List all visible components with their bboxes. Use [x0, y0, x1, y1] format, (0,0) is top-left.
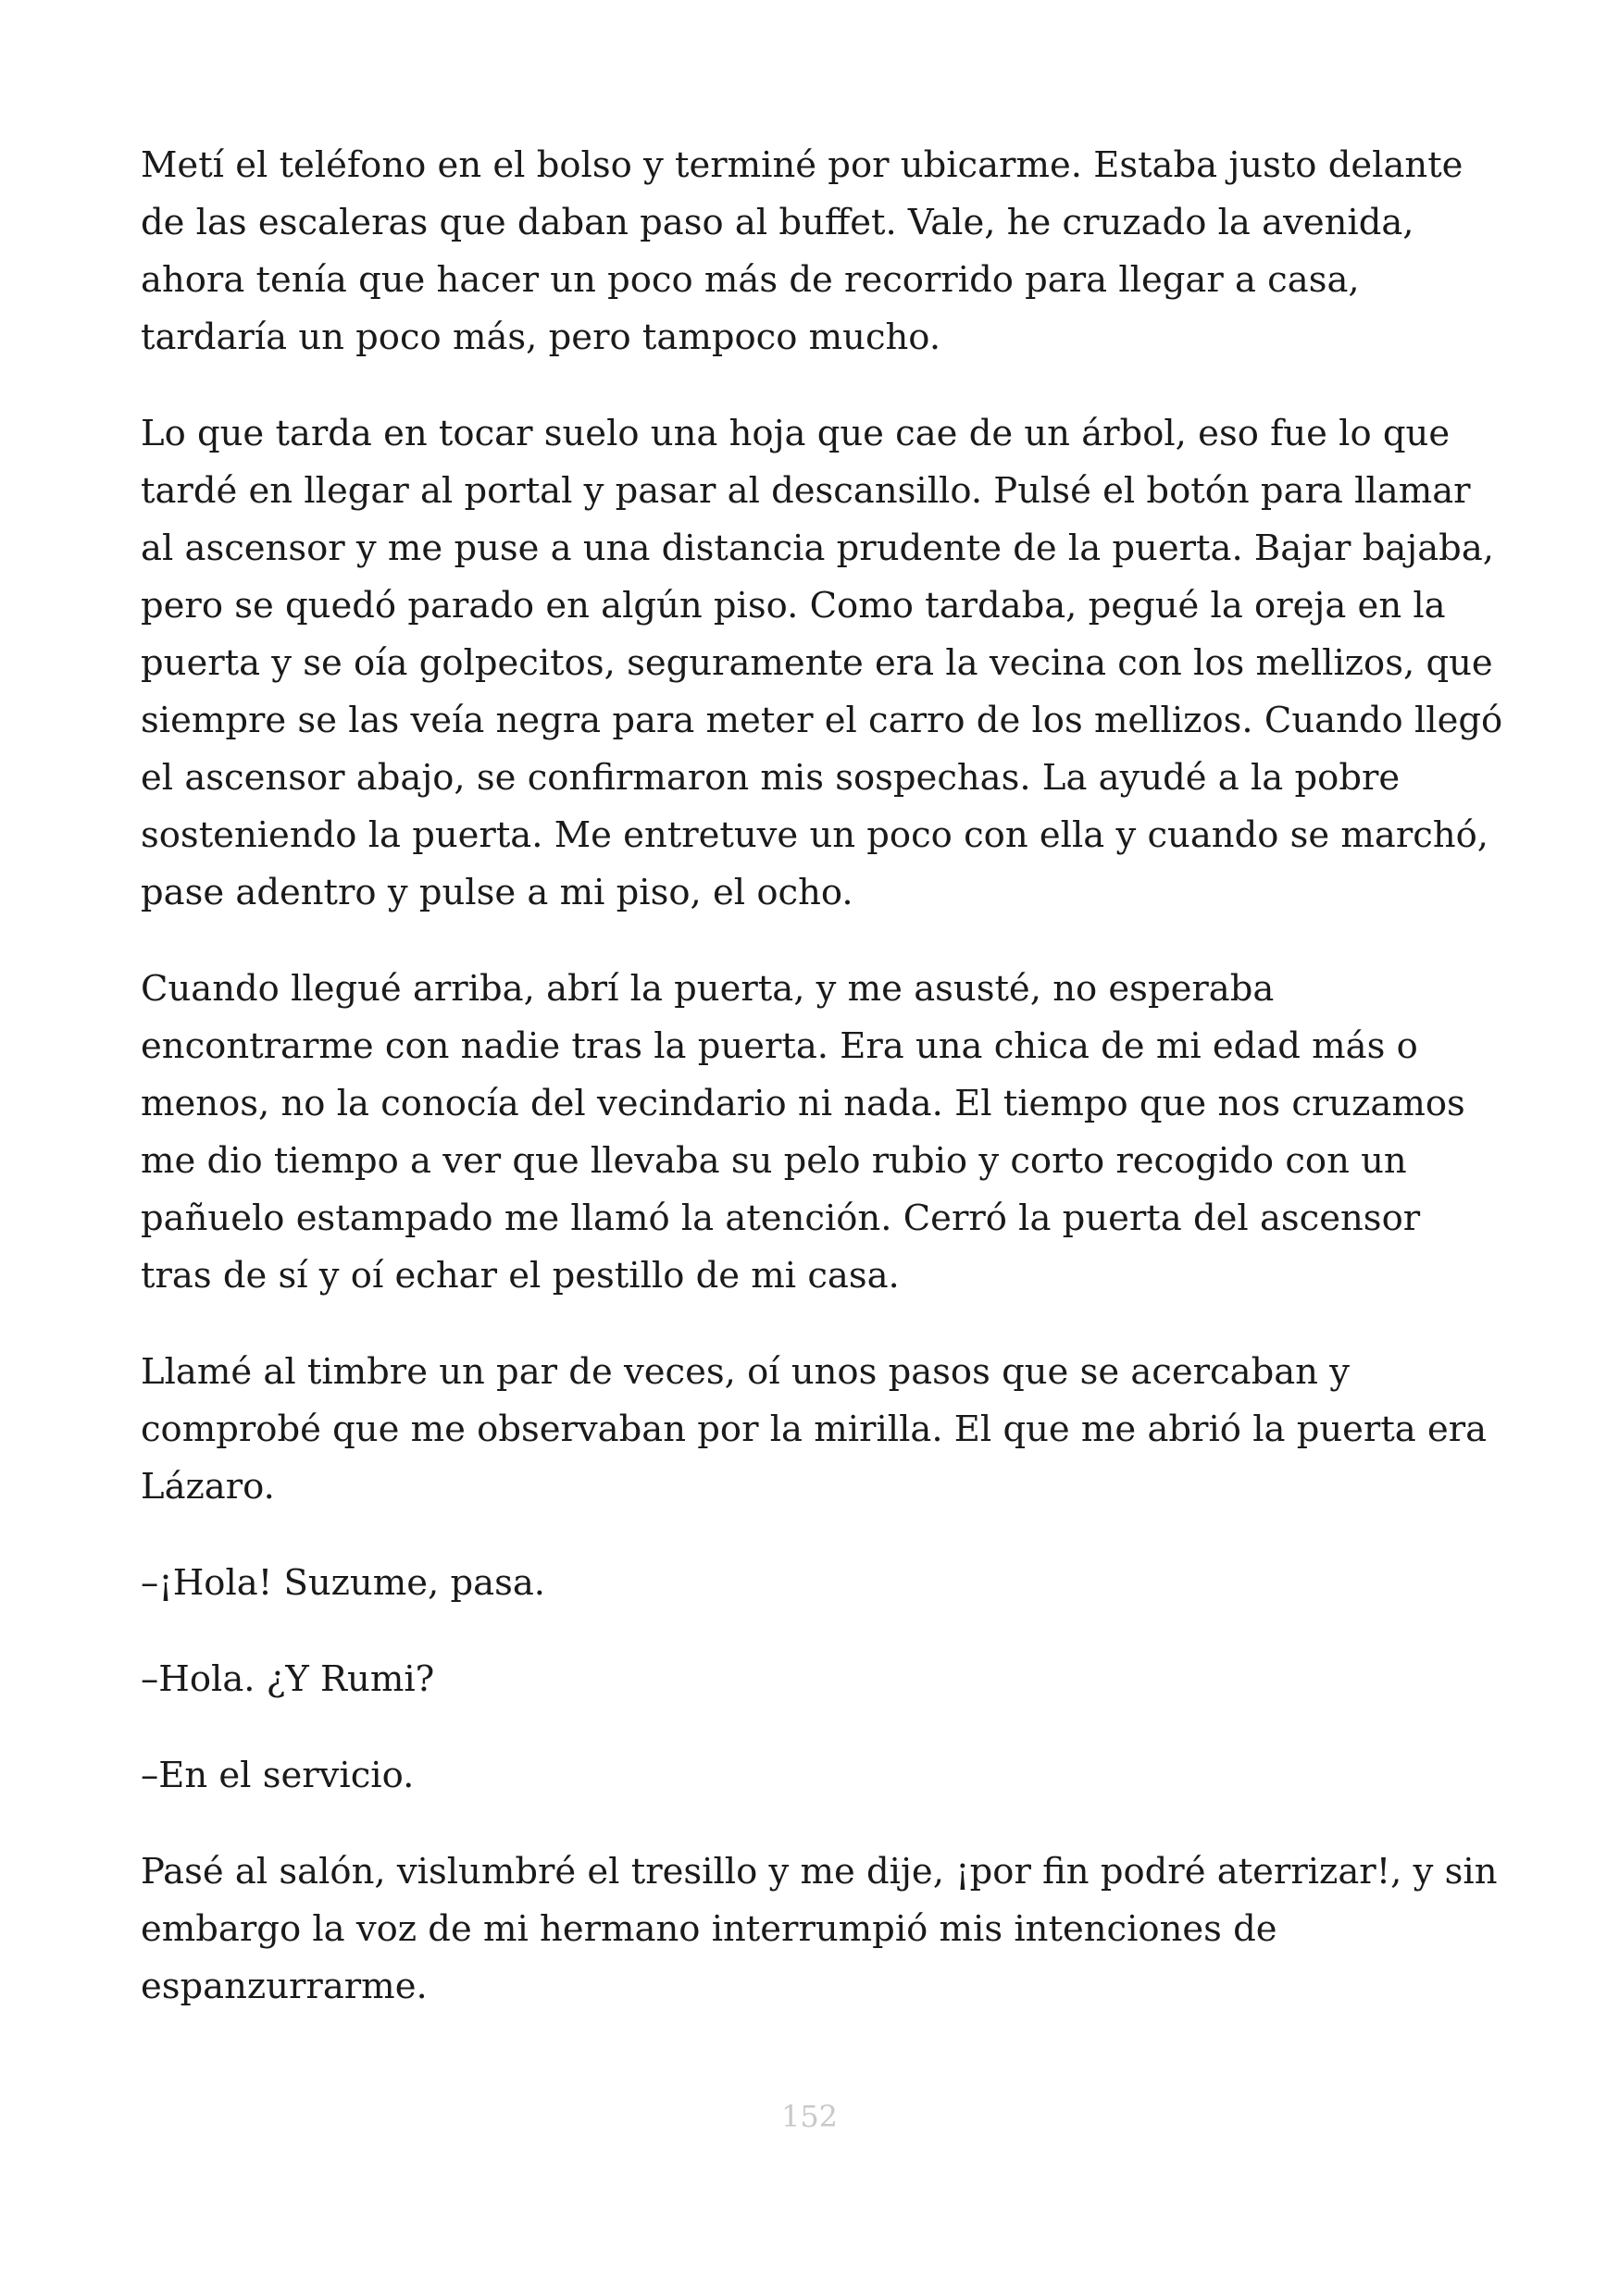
text-line: pañuelo estampado me llamó la atención. Cerró la puerta del ascensor [141, 1198, 1421, 1239]
text-line: Lo que tarda en tocar suelo una hoja que cae de un árbol, eso fue lo que [141, 413, 1451, 454]
paragraph [141, 137, 1492, 366]
text-line: Lázaro. [141, 1466, 275, 1508]
paragraph [141, 1344, 1492, 1516]
body-text [141, 137, 1503, 2054]
text-line: tardé en llegar al portal y pasar al descansillo. Pulsé el botón para llamar [141, 470, 1471, 512]
text-line: –¡Hola! Suzume, pasa. [141, 1562, 546, 1604]
text-line: el ascensor abajo, se confirmaron mis sospechas. La ayudé a la pobre [141, 757, 1401, 799]
text-line: Cuando llegué arriba, abrí la puerta, y me asusté, no esperaba [141, 968, 1275, 1010]
text-line: puerta y se oía golpecitos, seguramente era la vecina con los mellizos, que [141, 642, 1493, 684]
text-line: sosteniendo la puerta. Me entretuve un poco con ella y cuando se marchó, [141, 814, 1489, 856]
text-line: al ascensor y me puse a una distancia prudente de la puerta. Bajar bajaba, [141, 527, 1495, 569]
paragraph [141, 961, 1492, 1305]
text-line: Pasé al salón, vislumbré el tresillo y me dije, ¡por fin podré aterrizar!, y sin [141, 1851, 1498, 1893]
text-line: comprobé que me observaban por la mirilla. El que me abrió la puerta era [141, 1409, 1488, 1450]
dialogue-line [141, 1555, 1492, 1612]
text-line: –Hola. ¿Y Rumi? [141, 1658, 435, 1700]
text-line: tardaría un poco más, pero tampoco mucho. [141, 316, 941, 358]
text-line: Llamé al timbre un par de veces, oí unos pasos que se acercaban y [141, 1351, 1350, 1393]
text-line: –En el servicio. [141, 1755, 415, 1796]
dialogue-line [141, 1747, 1492, 1805]
text-line: espanzurrarme. [141, 1966, 428, 2007]
text-line: pero se quedó parado en algún piso. Como tardaba, pegué la oreja en la [141, 585, 1446, 627]
page-number: 152 [780, 2099, 839, 2134]
text-line: Metí el teléfono en el bolso y terminé por ubicarme. Estaba justo delante [141, 144, 1463, 186]
dialogue-line [141, 1651, 1492, 1708]
text-line: de las escaleras que daban paso al buffet. Vale, he cruzado la avenida, [141, 202, 1414, 243]
text-line: tras de sí y oí echar el pestillo de mi casa. [141, 1255, 900, 1297]
text-line: siempre se las veía negra para meter el carro de los mellizos. Cuando llegó [141, 700, 1503, 741]
text-line: pase adentro y pulse a mi piso, el ocho. [141, 872, 853, 913]
text-line: ahora tenía que hacer un poco más de recorrido para llegar a casa, [141, 259, 1360, 301]
paragraph [141, 1843, 1498, 2016]
text-line: encontrarme con nadie tras la puerta. Era una chica de mi edad más o [141, 1025, 1418, 1067]
text-line: menos, no la conocía del vecindario ni nada. El tiempo que nos cruzamos [141, 1083, 1465, 1124]
paragraph [141, 405, 1503, 922]
text-line: me dio tiempo a ver que llevaba su pelo rubio y corto recogido con un [141, 1140, 1407, 1182]
text-line: embargo la voz de mi hermano interrumpió mis intenciones de [141, 1908, 1277, 1950]
